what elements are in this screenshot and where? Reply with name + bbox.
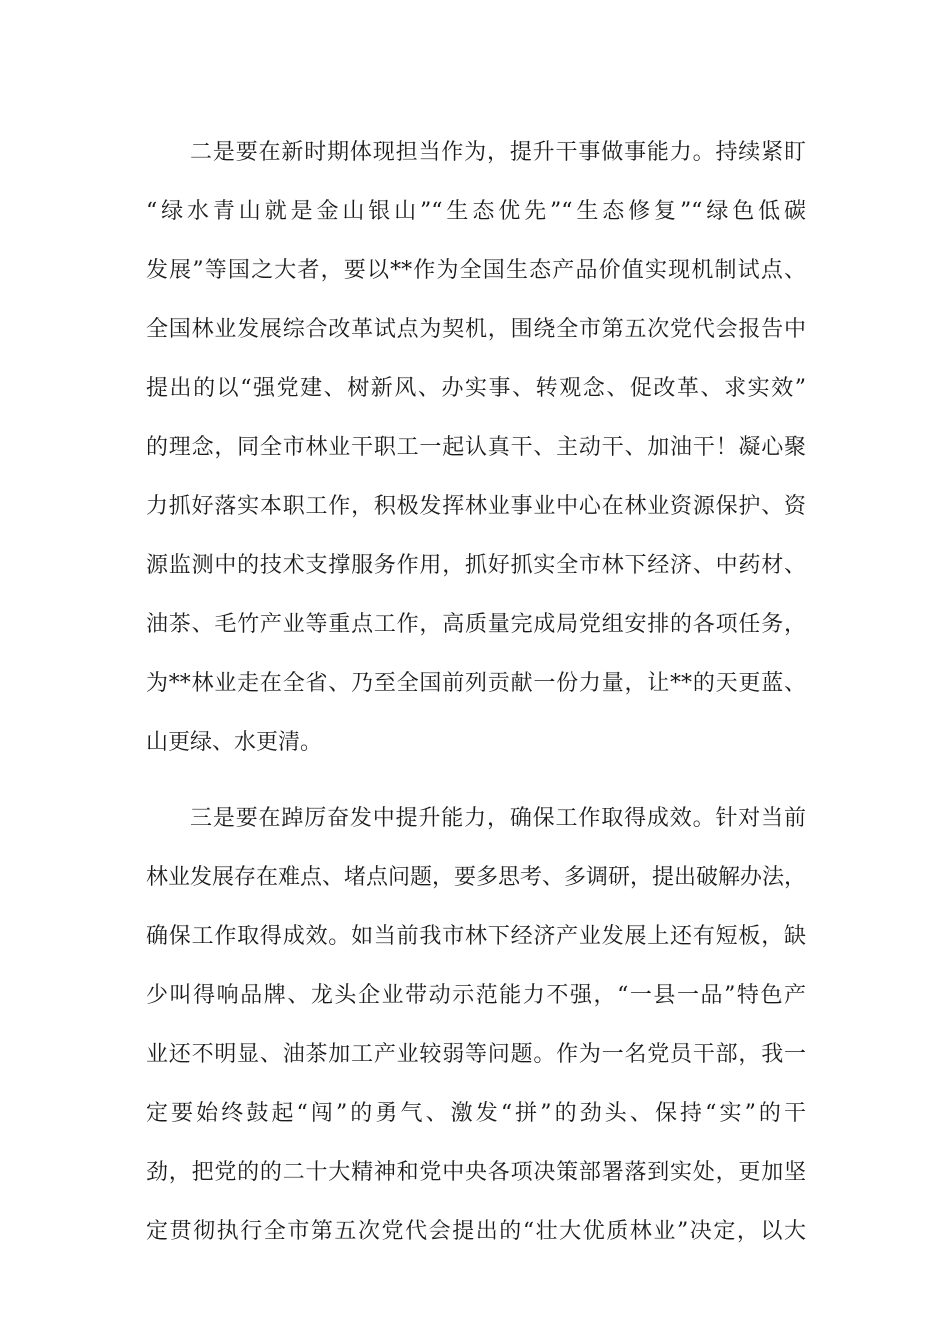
paragraph-line: 定贯彻执行全市第五次党代会提出的“壮大优质林业”决定，以大 xyxy=(146,1219,806,1244)
paragraph-line: 源监测中的技术支撑服务作用，抓好抓实全市林下经济、中药材、 xyxy=(146,553,806,578)
paragraph-line: 三是要在踔厉奋发中提升能力，确保工作取得成效。针对当前 xyxy=(190,806,806,831)
paragraph-line: “绿水青山就是金山银山”“生态优先”“生态修复”“绿色低碳 xyxy=(146,199,806,224)
paragraph-line: 油茶、毛竹产业等重点工作，高质量完成局党组安排的各项任务， xyxy=(146,612,806,637)
paragraph-line: 的理念，同全市林业干职工一起认真干、主动干、加油干！凝心聚 xyxy=(146,435,806,460)
paragraph-line: 定要始终鼓起“闯”的勇气、激发“拼”的劲头、保持“实”的干 xyxy=(146,1101,806,1126)
paragraph-line: 发展”等国之大者，要以**作为全国生态产品价值实现机制试点、 xyxy=(146,258,806,283)
paragraph-line: 为**林业走在全省、乃至全国前列贡献一份力量，让**的天更蓝、 xyxy=(146,671,806,696)
paragraph-line: 少叫得响品牌、龙头企业带动示范能力不强，“一县一品”特色产 xyxy=(146,983,806,1008)
paragraph-line: 提出的以“强党建、树新风、办实事、转观念、促改革、求实效” xyxy=(146,376,806,401)
paragraph-line: 山更绿、水更清。 xyxy=(146,730,323,755)
paragraph-line: 力抓好落实本职工作，积极发挥林业事业中心在林业资源保护、资 xyxy=(146,494,806,519)
paragraph-line: 确保工作取得成效。如当前我市林下经济产业发展上还有短板，缺 xyxy=(146,924,806,949)
paragraph-line: 业还不明显、油茶加工产业较弱等问题。作为一名党员干部，我一 xyxy=(146,1042,806,1067)
paragraph-line: 二是要在新时期体现担当作为，提升干事做事能力。持续紧盯 xyxy=(190,140,806,165)
paragraph-line: 劲，把党的的二十大精神和党中央各项决策部署落到实处，更加坚 xyxy=(146,1160,806,1185)
paragraph-line: 林业发展存在难点、堵点问题，要多思考、多调研，提出破解办法， xyxy=(146,865,807,890)
paragraph-line: 全国林业发展综合改革试点为契机，围绕全市第五次党代会报告中 xyxy=(146,317,806,342)
